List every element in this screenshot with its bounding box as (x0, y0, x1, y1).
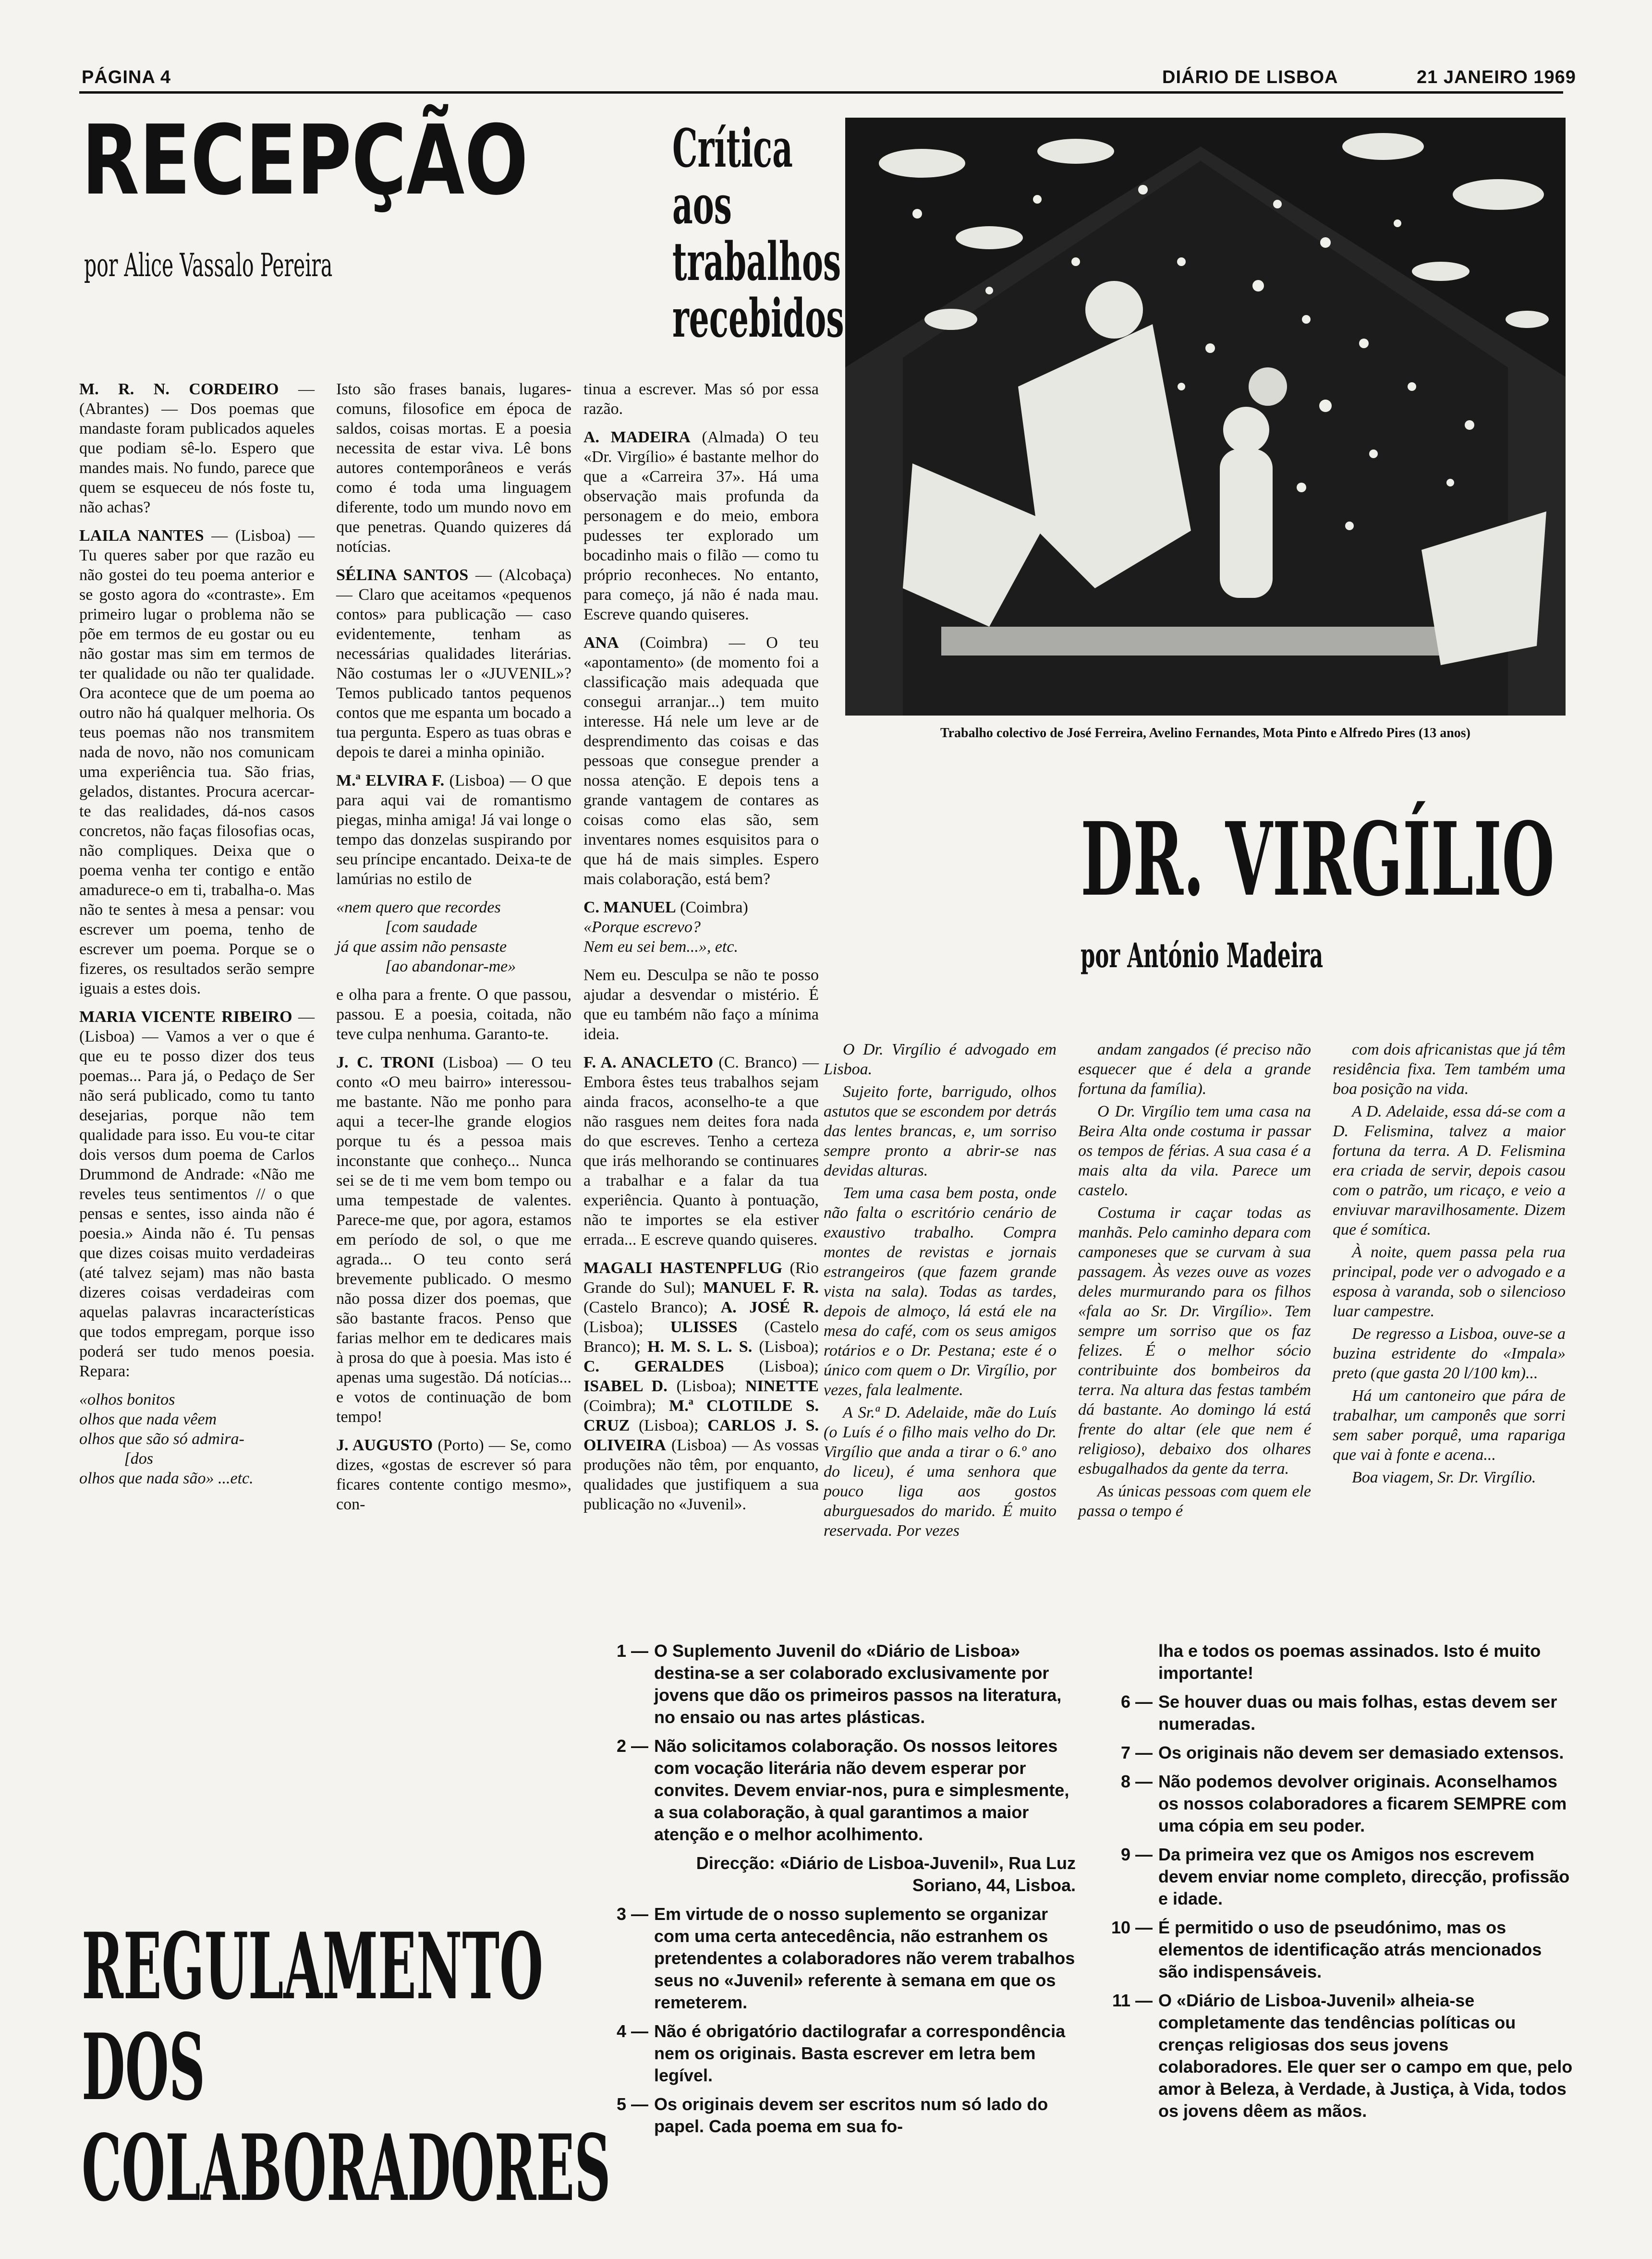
regulamento-title-line: REGULAMENTO (82, 1913, 544, 2020)
regulamento-item (591, 1903, 1076, 2014)
recepcao-paragraph: A. MADEIRA (Almada) O teu «Dr. Virgílio» é bastante melhor do que a «Carreira 37». Há uma observação mais profunda da personagem e do meio, embora pudesses ter explorado um bocadinho mais o filão — como tu próprio reconheces. No entanto, para começo, já não é nada mau. Escreve quando quiseres. (583, 428, 819, 623)
recepcao-paragraph: «nem quero que recordes [com saudade já que assim não pensaste [ao abandonar-me» (336, 899, 516, 975)
regulamento-item-text: O Suplemento Juvenil do «Diário de Lisboa» destina-se a ser colaborado exclusivamente por jovens que dão os primeiros passos na literatura, no ensaio ou nas artes plásticas. (654, 1641, 1062, 1727)
regulamento-item-text: Não podemos devolver originais. Aconselhamos os nossos colaboradores a ficarem SEMPRE com uma cópia em seu poder. (1158, 1772, 1567, 1835)
recepcao-paragraph: Isto são frases banais, lugares-comuns, filosofice em época de saldos, coisas mortas. E a poesia necessita de estar viva. Lê bons autores contemporâneos e verás como é toda uma linguagem diferente, todo um mundo novo em que penetras. Quando quizeres dá notícias. (336, 380, 571, 556)
recepcao-paragraph: tinua a escrever. Mas só por essa razão. (583, 380, 819, 418)
regulamento-item-number: 11 — (1112, 1991, 1153, 2010)
regulamento-item (1095, 1917, 1575, 1983)
recepcao-paragraph: M.ª ELVIRA F. (Lisboa) — O que para aqui vai de romantismo piegas, minha amiga! Já vai longe o tempo das donzelas suspirando por seu príncipe encantado. Deixa-te de lamúrias no estilo de (336, 772, 572, 888)
regulamento-item (1095, 1771, 1575, 1837)
virgilio-paragraph: A D. Adelaide, essa dá-se com a D. Felismina, talvez a maior fortuna da terra. A D. Felismina era criada de servir, depois casou com o patrão, um ricaço, e veio a enviuvar maravilhosamente. Dizem que é somítica. (1333, 1103, 1566, 1239)
critica-line: aos (672, 174, 732, 236)
photo-caption: Trabalho colectivo de José Ferreira, Avelino Fernandes, Mota Pinto e Alfredo Pires (13 anos) (940, 726, 1471, 741)
regulamento-item-text: O «Diário de Lisboa-Juvenil» alheia-se completamente das tendências políticas ou crenças religiosas dos seus jovens colaboradores. Ele quer ser o campo em que, pelo amor à Beleza, à Verdade, à Justiça, à Vida, todos os jovens dêem as mãos. (1158, 1991, 1573, 2121)
recepcao-paragraph: LAILA NANTES — (Lisboa) — Tu queres saber por que razão eu não gostei do teu poema anterior e se gosto agora do «contraste». Em primeiro lugar o problema não se põe em termos de eu gostar ou eu não gostar mas sim em termos de ter qualidade ou não ter qualidade. Ora acontece que de um poema ao outro não há qualquer melhoria. Os teus poemas não nos transmitem nada de novo, não nos comunicam uma experiência tua. São frias, gelados, distantes. Procura acercar-te das realidades, dá-nos casos concretos, não faças filosofias ocas, não compliques. Deixa que o poema venha ter contigo e então amadurece-o em ti, trabalha-o. Mas não te sentes à mesa a pensar: vou escrever um poema, tenho de escrever um poema. Porque se o fizeres, os resultados serão sempre iguais a estes dois. (79, 527, 315, 997)
regulamento-item-text: Os originais devem ser escritos num só lado do papel. Cada poema em sua fo- (654, 2094, 1048, 2136)
regulamento-item-number (591, 1852, 654, 1896)
regulamento-item-number: 5 — (616, 2094, 648, 2114)
recepcao-paragraph: SÉLINA SANTOS — (Alcobaça) — Claro que aceitamos «pequenos contos» para publicação — caso evidentemente, tenham as necessárias qualidades literárias. Não costumas ler o «JUVENIL»? Temos publicado tantos pequenos contos que me espanta um bocado a tua pergunta. Espero as tuas obras e depois te darei a minha opinião. (336, 566, 571, 761)
regulamento-items-left (591, 1640, 1076, 2144)
critica-line: recebidos (672, 287, 844, 349)
recepcao-paragraph: M. R. N. CORDEIRO — (Abrantes) — Dos poemas que mandaste foram publicados aqueles que podiam sê-lo. Espero que mandes mais. No fundo, parece que quem se esqueceu de nós foste tu, não achas? (79, 380, 315, 516)
regulamento-item (591, 2020, 1076, 2087)
regulamento-item (591, 2093, 1076, 2138)
virgilio-column-3 (1333, 1040, 1566, 1490)
recepcao-paragraph: C. MANUEL (Coimbra) «Porque escrevo? Nem eu sei bem...», etc. (583, 899, 748, 956)
recepcao-title: RECEPÇÃO (82, 105, 528, 217)
regulamento-item (1095, 1990, 1575, 2122)
regulamento-item (1095, 1742, 1575, 1764)
regulamento-item (1095, 1640, 1575, 1684)
virgilio-title: DR. VIRGÍLIO (1081, 800, 1555, 919)
virgilio-paragraph: andam zangados (é preciso não esquecer que é dela a grande fortuna da família). (1078, 1041, 1311, 1098)
recepcao-paragraph: MARIA VICENTE RIBEIRO — (Lisboa) — Vamos a ver o que é que eu te posso dizer dos teus poemas... Para já, o Pedaço de Ser não será publicado, como tu tanto desejarias, porque não tem qualidade para isso. Eu vou-te citar dois versos dum poema de Carlos Drummond de Andrade: «Não me reveles teus sentimentos // o que pensas e sentes, isso ainda não é poesia.» Ainda não é. Tu pensas que dizes coisas muito verdadeiras (até talvez sejam) mas não basta dizeres coisas verdadeiras com aquelas palavras incaracterísticas que todos empregam, porque isso poderá ser tudo menos poesia. Repara: (79, 1008, 315, 1380)
recepcao-paragraph: MAGALI HASTENPFLUG (Rio Grande do Sul); MANUEL F. R. (Castelo Branco); A. JOSÉ R. (Lisboa); ULISSES (Castelo Branco); H. M. S. L. S. (Lisboa); C. GERALDES (Lisboa); ISABEL D. (Lisboa); NINETTE (Coimbra); M.ª CLOTILDE S. CRUZ (Lisboa); CARLOS J. S. OLIVEIRA (Lisboa) — As vossas produções não têm, por enquanto, qualidades que justifiquem a sua publicação no «Juvenil». (583, 1259, 819, 1513)
regulamento-title-line: COLABORADORES (82, 2114, 611, 2222)
recepcao-paragraph: Nem eu. Desculpa se não te posso ajudar a desvendar o mistério. É que eu também não faço a mínima ideia. (583, 966, 819, 1043)
virgilio-column-2 (1078, 1040, 1311, 1524)
recepcao-paragraph: J. AUGUSTO (Porto) — Se, como dizes, «gostas de escrever só para ficares contente contigo mesmo», con- (336, 1436, 571, 1513)
regulamento-item-text: Da primeira vez que os Amigos nos escrevem devem enviar nome completo, direcção, profissão e idade. (1158, 1845, 1570, 1908)
recepcao-column-1 (79, 379, 315, 1497)
critica-line: trabalhos (672, 231, 841, 292)
artwork-illustration (845, 118, 1566, 716)
regulamento-item (591, 1640, 1076, 1728)
virgilio-paragraph: Há um cantoneiro que pára de trabalhar, um camponês que sorri sem saber porquê, uma rapariga que vai à fonte e acena... (1333, 1387, 1566, 1464)
regulamento-item-number: 7 — (1120, 1743, 1153, 1762)
recepcao-column-2 (336, 379, 571, 1523)
regulamento-item-text: Os originais não devem ser demasiado extensos. (1158, 1743, 1564, 1762)
regulamento-items-right (1095, 1640, 1575, 2129)
virgilio-paragraph: Boa viagem, Sr. Dr. Virgílio. (1352, 1469, 1536, 1486)
regulamento-item-text: lha e todos os poemas assinados. Isto é muito importante! (1158, 1641, 1541, 1683)
regulamento-item-number (1095, 1640, 1158, 1684)
issue-date: 21 JANEIRO 1969 (1417, 67, 1576, 87)
regulamento-item-number: 1 — (616, 1641, 648, 1661)
regulamento-item (1095, 1844, 1575, 1910)
regulamento-item-number: 9 — (1120, 1845, 1153, 1864)
regulamento-item (591, 1852, 1076, 1896)
recepcao-paragraph: F. A. ANACLETO (C. Branco) — Embora êstes teus trabalhos sejam ainda fracos, aconselho-te a que não rasgues nem deites fora nada do que escreves. Tenho a certeza que irás melhorando se continuares a trabalhar e a falar da tua experiência. Quanto à pontuação, não te importes se ela estiver errada... E escreve quando quiseres. (583, 1054, 819, 1249)
regulamento-item-text: Não solicitamos colaboração. Os nossos leitores com vocação literária não devem esperar por convites. Devem enviar-nos, pura e simplesmente, a sua colaboração, à qual garantimos a maior atenção e o melhor acolhimento. (654, 1736, 1069, 1844)
regulamento-item-text: É permitido o uso de pseudónimo, mas os elementos de identificação atrás mencionados são indispensáveis. (1158, 1918, 1542, 1981)
virgilio-paragraph: Sujeito forte, barrigudo, olhos astutos que se escondem por detrás das lentes brancas, e, um sorriso sempre pronto a abrir-se nas devidas alturas. (824, 1083, 1057, 1179)
virgilio-paragraph: O Dr. Virgílio é advogado em Lisboa. (824, 1041, 1057, 1078)
virgilio-paragraph: O Dr. Virgílio tem uma casa na Beira Alta onde costuma ir passar os tempos de férias. A sua casa é a mais alta da vila. Parece um castelo. (1078, 1103, 1311, 1199)
regulamento-item-text: Se houver duas ou mais folhas, estas devem ser numeradas. (1158, 1692, 1557, 1734)
critica-line: Crítica (672, 117, 793, 179)
regulamento-item-text: Não é obrigatório dactilografar a correspondência nem os originais. Basta escrever em letra bem legível. (654, 2021, 1066, 2085)
header-rule (79, 91, 1563, 94)
virgilio-paragraph: As únicas pessoas com quem ele passa o tempo é (1078, 1482, 1311, 1520)
virgilio-paragraph: À noite, quem passa pela rua principal, pode ver o advogado e a esposa à varanda, sob o silencioso luar campestre. (1333, 1243, 1566, 1320)
recepcao-paragraph: «olhos bonitos olhos que nada vêem olhos que são só admira- [dos olhos que nada são» ...etc. (79, 1391, 254, 1487)
regulamento-item-number: 4 — (616, 2021, 648, 2041)
virgilio-paragraph: Tem uma casa bem posta, onde não falta o escritório cenário de exaustivo trabalho. Compra montes de revistas e jornais estrangeiros (que fazem grande vista na sala). Todas as tardes, depois de almoço, lá está ele na mesa do café, com os seus amigos rotários e o Dr. Pestana; este é o único com quem o Dr. Virgílio, por vezes, fala lealmente. (824, 1184, 1057, 1399)
recepcao-paragraph: J. C. TRONI (Lisboa) — O teu conto «O meu bairro» interessou-me bastante. Não me ponho para aqui a tecer-lhe grande elogios porque tu és a pessoa mais inconstante que conheço... Nunca sei se de ti me vem bom tempo ou uma tempestade de valentes. Parece-me que, por agora, estamos em período de sol, o que me agrada... O teu conto será brevemente publicado. O mesmo não possa dizer dos poemas, que são bastante fracos. Penso que farias melhor em te dedicares mais à prosa do que à poesia. Mas isto é apenas uma sugestão. Dá notícias... e votos de continuação de bom tempo! (336, 1054, 571, 1426)
regulamento-item-number: 3 — (616, 1904, 648, 1924)
virgilio-paragraph: A Sr.ª D. Adelaide, mãe do Luís (o Luís é o filho mais velho do Dr. Virgílio que anda a tirar o 6.º ano do liceu), é uma senhora que pouco liga aos gostos aburguesados do marido. É muito reservada. Por vezes (824, 1404, 1057, 1540)
regulamento-item-text: Direcção: «Diário de Lisboa-Juvenil», Rua Luz Soriano, 44, Lisboa. (696, 1853, 1076, 1895)
virgilio-byline: por António Madeira (1081, 935, 1324, 975)
regulamento-item (591, 1735, 1076, 1846)
page-number: PÁGINA 4 (82, 67, 171, 87)
newspaper-name: DIÁRIO DE LISBOA (1162, 67, 1338, 87)
regulamento-item-text: Em virtude de o nosso suplemento se organizar com uma certa antecedência, não estranhem os pretendentes a colaboradores não verem trabalhos seus no «Juvenil» referente à semana em que os remeterem. (654, 1904, 1075, 2012)
regulamento-item-number: 8 — (1120, 1772, 1153, 1791)
virgilio-column-1 (824, 1040, 1057, 1543)
virgilio-paragraph: com dois africanistas que já têm residência fixa. Tem também uma boa posição na vida. (1333, 1041, 1566, 1098)
regulamento-item-number: 2 — (616, 1736, 648, 1756)
virgilio-paragraph: Costuma ir caçar todas as manhãs. Pelo caminho depara com camponeses que se curvam à sua passagem. Às vezes ouve as vozes deles murmurando para os filhos «fala ao Sr. Dr. Virgílio». Tem sempre um sorriso que os faz felizes. É o melhor sócio contribuinte dos bombeiros da terra. Na altura das festas também dá bastante. Ao domingo lá está frente do altar (ele que nem é religioso), debaixo dos olhares esbugalhados da gente da terra. (1078, 1204, 1311, 1478)
regulamento-item (1095, 1691, 1575, 1735)
virgilio-paragraph: De regresso a Lisboa, ouve-se a buzina estridente do «Impala» preto (que gasta 20 l/100 km)... (1333, 1325, 1566, 1382)
recepcao-column-3 (583, 379, 819, 1523)
recepcao-byline: por Alice Vassalo Pereira (84, 247, 333, 284)
recepcao-paragraph: e olha para a frente. O que passou, passou. E a poesia, coitada, não teve culpa nenhuma. Garanto-te. (336, 986, 571, 1043)
artwork-photo (845, 118, 1566, 716)
regulamento-item-number: 10 — (1111, 1918, 1153, 1937)
critica-heading (672, 117, 844, 349)
recepcao-paragraph: ANA (Coimbra) — O teu «apontamento» (de momento foi a classificação mais adequada que consegui arranjar...) tem muito interesse. Há nele um leve ar de desprendimento das coisas e das pessoas que consegue prender a nossa atenção. E depois tens a grande vantagem de contares as coisas como elas são, sem inventares nomes esquisitos para o que há de mais simples. Espero mais colaboração, está bem? (583, 634, 819, 888)
regulamento-item-number: 6 — (1120, 1692, 1153, 1712)
regulamento-title-line: DOS (82, 2014, 206, 2121)
